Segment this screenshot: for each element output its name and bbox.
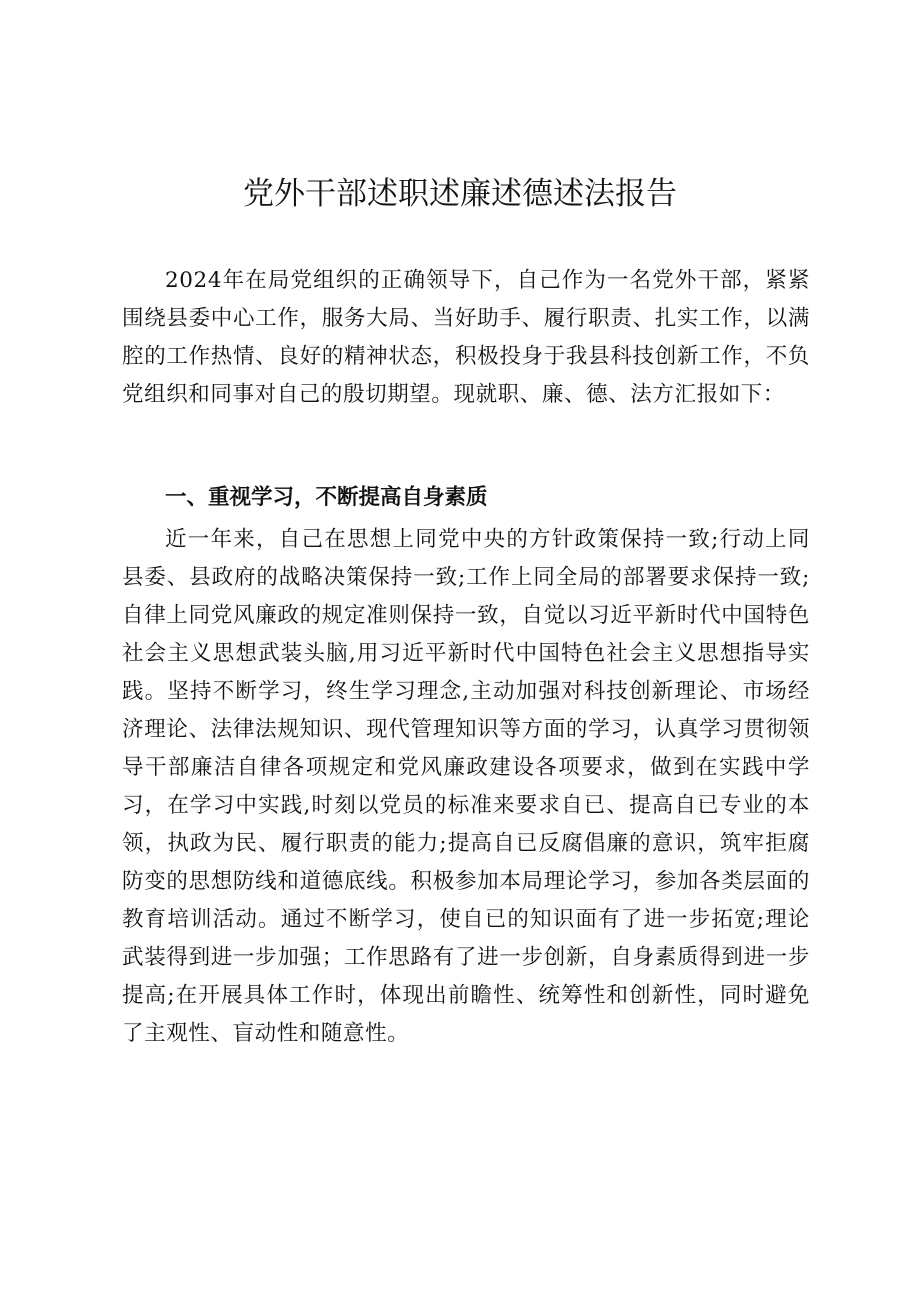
intro-paragraph: 2024年在局党组织的正确领导下，自己作为一名党外干部，紧紧围绕县委中心工作，服务大局、当好助手、履行职责、扎实工作，以满腔的工作热情、良好的精神状态，积极投身于我县科技创新工作，不负党组织和同事对自己的殷切期望。现就职、廉、德、法方汇报如下： <box>122 268 810 407</box>
section-1-paragraph: 近一年来，自己在思想上同党中央的方针政策保持一致;行动上同县委、县政府的战略决策保持一致;工作上同全局的部署要求保持一致;自律上同党风廉政的规定准则保持一致，自觉以习近平新时代中国特色社会主义思想武装头脑,用习近平新时代中国特色社会主义思想指导实践。坚持不断学习，终生学习理念,主动加强对科技创新理论、市场经济理论、法律法规知识、现代管理知识等方面的学习，认真学习贯彻领导干部廉洁自律各项规定和党风廉政建设各项要求，做到在实践中学习，在学习中实践,时刻以党员的标准来要求自已、提高自已专业的本领，执政为民、履行职责的能力;提高自已反腐倡廉的意识，筑牢拒腐防变的思想防线和道德底线。积极参加本局理论学习，参加各类层面的教育培训活动。通过不断学习，使自已的知识面有了进一步拓宽;理论武装得到进一步加强；工作思路有了进一步创新，自身素质得到进一步提高;在开展具体工作时，体现出前瞻性、统筹性和创新性，同时避免了主观性、盲动性和随意性。 <box>122 527 810 1046</box>
section-1-heading: 一、重视学习，不断提高自身素质 <box>165 485 488 510</box>
document-title: 党外干部述职述廉述德述法报告 <box>243 176 677 212</box>
